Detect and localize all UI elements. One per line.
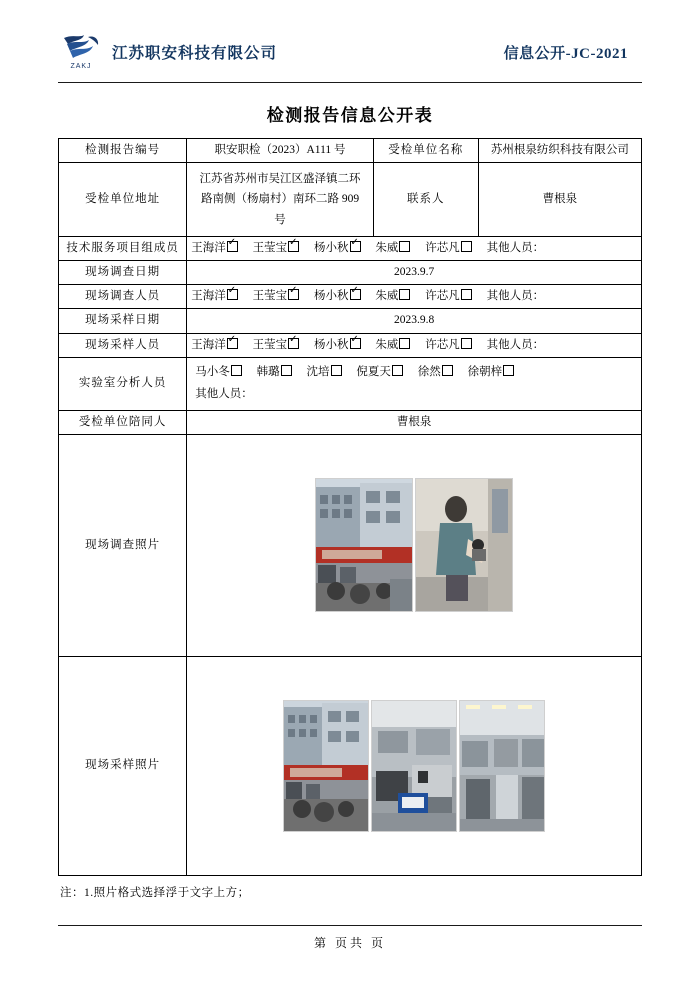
sampling-date-value: 2023.9.8 — [187, 309, 642, 333]
lab-staff-2: 沈培 — [307, 362, 352, 384]
page-header — [58, 28, 642, 83]
survey-staff-other-label: 其他人员： — [486, 290, 545, 303]
company-logo-icon — [58, 32, 104, 72]
team-member-0: 王海洋 ✓ — [191, 240, 248, 257]
team-other-label: 其他人员： — [486, 241, 545, 254]
sampling-photo-group — [191, 692, 637, 840]
team-member-3: 朱威 — [375, 240, 420, 257]
survey-date-value: 2023.9.7 — [187, 260, 642, 284]
client-name-label: 受检单位名称 — [373, 139, 478, 163]
team-members-cell — [187, 236, 642, 260]
sampling-staff-other-label: 其他人员： — [486, 338, 545, 351]
survey-photo-1 — [315, 478, 413, 612]
sampling-staff-2: 杨小秋 ✓ — [314, 337, 371, 354]
address-value: 江苏省苏州市吴江区盛泽镇二环路南侧（杨扇村）南环二路 909 号 — [187, 163, 374, 236]
survey-photos-label: 现场调查照片 — [59, 434, 187, 656]
report-no-label: 检测报告编号 — [59, 139, 187, 163]
table-row — [59, 260, 642, 284]
survey-date-label: 现场调查日期 — [59, 260, 187, 284]
team-member-1: 王莹宝 ✓ — [253, 240, 310, 257]
sampling-photo-3 — [459, 700, 545, 832]
survey-photos-cell — [187, 434, 642, 656]
lab-staff-1: 韩璐 — [257, 362, 302, 384]
table-row-sampling-photos — [59, 656, 642, 875]
sampling-date-label: 现场采样日期 — [59, 309, 187, 333]
survey-staff-1: 王莹宝 ✓ — [253, 288, 310, 305]
table-row — [59, 410, 642, 434]
accompany-value: 曹根泉 — [187, 410, 642, 434]
survey-staff-3: 朱威 — [375, 288, 420, 305]
table-row — [59, 309, 642, 333]
sampling-photos-cell — [187, 656, 642, 875]
client-name-value: 苏州根泉纺织科技有限公司 — [478, 139, 641, 163]
sampling-staff-label: 现场采样人员 — [59, 333, 187, 357]
lab-staff-label: 实验室分析人员 — [59, 357, 187, 410]
survey-staff-cell — [187, 285, 642, 309]
sampling-photo-2 — [371, 700, 457, 832]
sampling-staff-0: 王海洋 ✓ — [191, 337, 248, 354]
lab-staff-4: 徐然 — [418, 362, 463, 384]
lab-staff-other-label: 其他人员： — [195, 387, 253, 400]
lab-staff-3: 倪夏天 — [356, 362, 413, 384]
report-no-value: 职安职检（2023）A111 号 — [187, 139, 374, 163]
table-row — [59, 333, 642, 357]
sampling-staff-3: 朱威 — [375, 337, 420, 354]
address-label: 受检单位地址 — [59, 163, 187, 236]
survey-staff-label: 现场调查人员 — [59, 285, 187, 309]
page-title: 检测报告信息公开表 — [266, 106, 434, 125]
team-label: 技术服务项目组成员 — [59, 236, 187, 260]
team-member-4: 许芯凡 — [425, 240, 482, 257]
sampling-staff-1: 王莹宝 ✓ — [253, 337, 310, 354]
survey-photo-group — [191, 470, 637, 620]
document-code: 信息公开-JC-2021 — [503, 45, 628, 62]
table-row — [59, 236, 642, 260]
sampling-staff-cell — [187, 333, 642, 357]
table-note: 注：1.照片格式选择浮于文字上方； — [60, 886, 250, 899]
sampling-photo-1 — [283, 700, 369, 832]
table-row — [59, 285, 642, 309]
lab-staff-5: 徐朝梓 — [468, 362, 525, 384]
team-member-2: 杨小秋 ✓ — [314, 240, 371, 257]
survey-photo-2 — [415, 478, 513, 612]
sampling-staff-4: 许芯凡 — [425, 337, 482, 354]
lab-staff-cell — [187, 357, 642, 410]
page-footer: 第 页共 页 — [58, 925, 642, 951]
lab-staff-0: 马小冬 — [195, 362, 252, 384]
table-row — [59, 163, 642, 236]
survey-staff-2: 杨小秋 ✓ — [314, 288, 371, 305]
table-row — [59, 139, 642, 163]
svg-text:ZAKJ: ZAKJ — [70, 63, 92, 70]
table-row-survey-photos — [59, 434, 642, 656]
company-name: 江苏职安科技有限公司 — [112, 45, 278, 62]
contact-label: 联系人 — [373, 163, 478, 236]
survey-staff-0: 王海洋 ✓ — [191, 288, 248, 305]
table-row — [59, 357, 642, 410]
contact-value: 曹根泉 — [478, 163, 641, 236]
report-info-table — [58, 138, 642, 876]
survey-staff-4: 许芯凡 — [425, 288, 482, 305]
accompany-label: 受检单位陪同人 — [59, 410, 187, 434]
sampling-photos-label: 现场采样照片 — [59, 656, 187, 875]
header-left — [58, 32, 277, 72]
